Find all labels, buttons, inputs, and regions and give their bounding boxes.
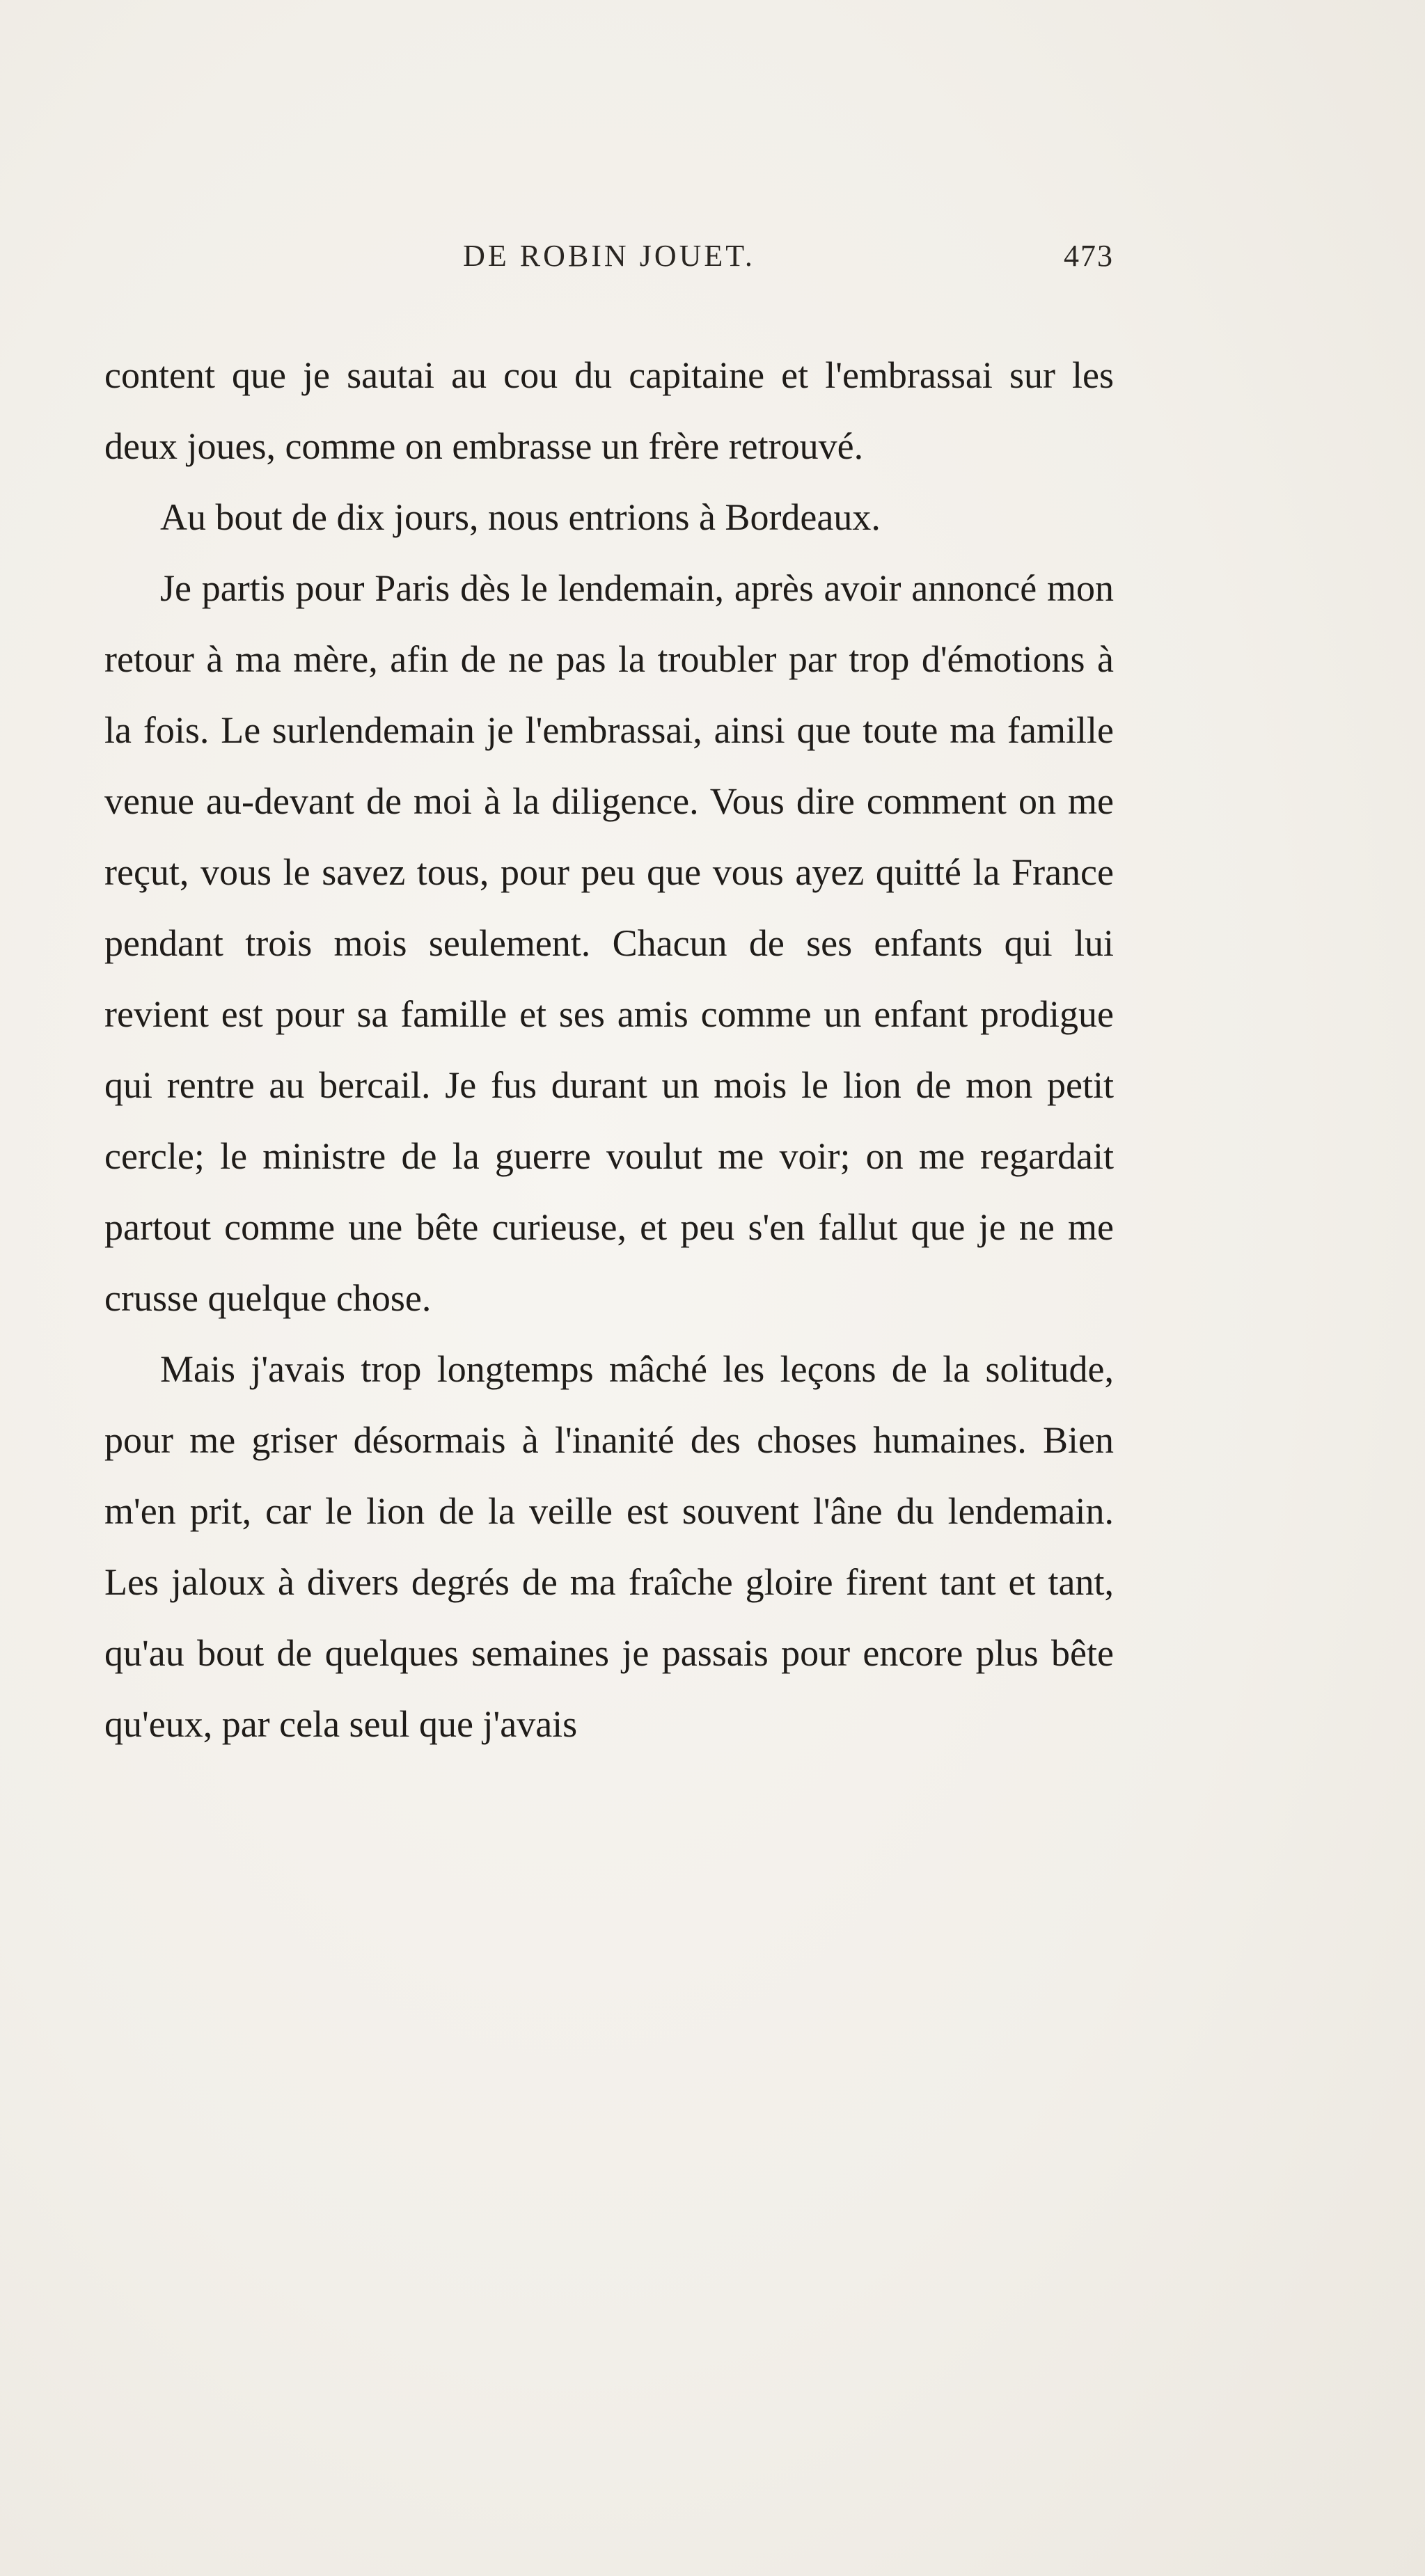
paragraph: content que je sautai au cou du capitaine et l'embrassai sur les deux joues, comme on embrasse un frère retrouvé. — [104, 354, 1114, 467]
paragraph: Au bout de dix jours, nous entrions à Bordeaux. — [160, 496, 881, 538]
page-number: 473 — [1064, 239, 1114, 273]
paragraph: Mais j'avais trop longtemps mâché les leçons de la solitude, pour me griser désormais à l'inanité des choses humaines. Bien m'en prit, car le lion de la veille est souvent l'âne du lendemain. Les jaloux à divers degrés de ma fraîche gloire firent tant et tant, qu'au bout de quelques semaines je passais pour encore plus bête qu'eux, par cela seul que j'avais — [104, 1348, 1114, 1745]
running-head — [104, 235, 1114, 277]
body-text — [104, 340, 1114, 1760]
running-title: DE ROBIN JOUET. — [463, 239, 755, 273]
paragraph: Je partis pour Paris dès le lendemain, après avoir annoncé mon retour à ma mère, afin de ne pas la troubler par trop d'émotions à la fois. Le surlendemain je l'embrassai, ainsi que toute ma famille venue au-devant de moi à la diligence. Vous dire comment on me reçut, vous le savez tous, pour peu que vous ayez quitté la France pendant trois mois seulement. Chacun de ses enfants qui lui revient est pour sa famille et ses amis comme un enfant prodigue qui rentre au bercail. Je fus durant un mois le lion de mon petit cercle; le ministre de la guerre voulut me voir; on me regardait partout comme une bête curieuse, et peu s'en fallut que je ne me crusse quelque chose. — [104, 567, 1114, 1319]
